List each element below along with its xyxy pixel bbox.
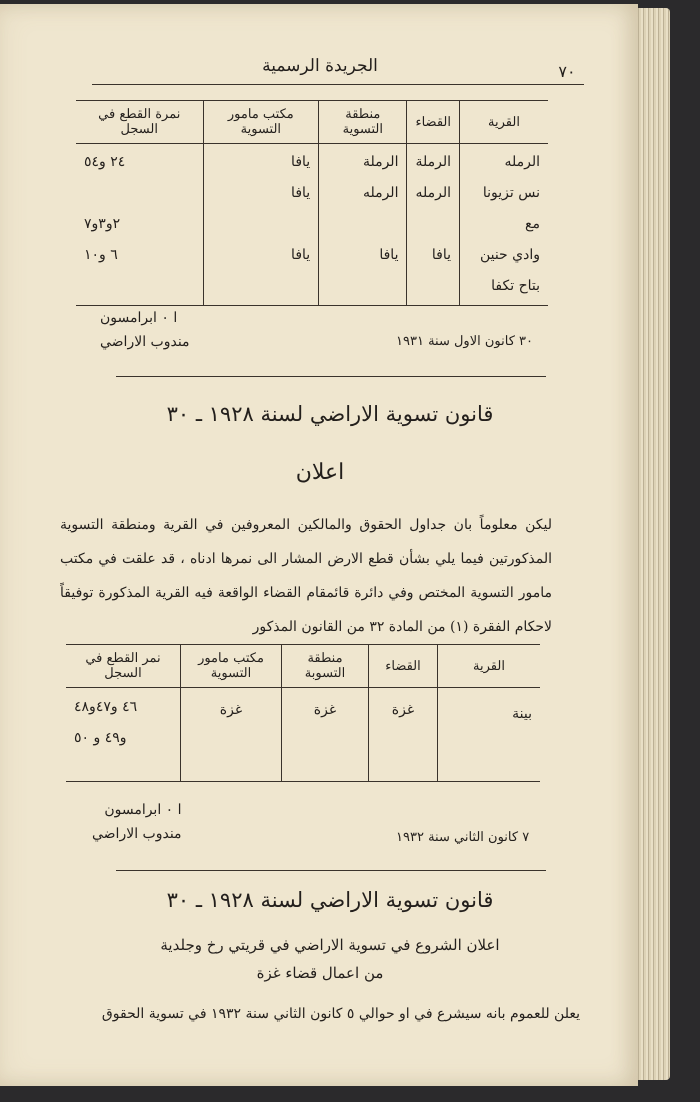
village-cell: بينة (438, 688, 541, 782)
signatory-name: ا ٠ ابرامسون (100, 310, 178, 326)
col-office: مكتب مامور التسوية (203, 101, 319, 144)
notice-paragraph: ليكن معلوماً بان جداول الحقوق والمالكين المعروفين في القرية ومنطقة التسوية المذكورتين فيما يلي بشأن قطع الارض المشار الى نمرها ادناه ، قد علقت في مكتب مامور التسوية المختص وفي دائرة قائمقام القضاء الواقعة فيه القرية المذكورة توفيقاً لاحكام الفقرة (١) من المادة ٣٢ من القانون المذكور (60, 517, 552, 635)
village-cell: الرمله نس تزيونا مع وادي حنين بتاح تكفا (460, 144, 549, 306)
signatory-role: مندوب الاراضي (92, 826, 182, 842)
page-number: ٧٠ (558, 62, 576, 81)
signature-block-1 (100, 306, 190, 354)
office-cell: غزة (181, 688, 282, 782)
parcels-cell: ٤٦ و٤٧و٤٨ و٤٩ و ٥٠ (66, 688, 181, 782)
col-parcels: نمر القطع في السجل (66, 645, 181, 688)
document-page (0, 4, 638, 1086)
settlement-area-cell: الرملة الرمله يافا (319, 144, 407, 306)
col-district: القضاء (407, 101, 460, 144)
signatory-role: مندوب الاراضي (100, 334, 190, 350)
table-row (66, 688, 540, 782)
col-office: مكتب مامور التسوية (181, 645, 282, 688)
section-rule (116, 870, 546, 871)
gazette-title: الجريدة الرسمية (262, 56, 378, 76)
col-parcels: نمرة القطع في السجل (76, 101, 203, 144)
notice-date-2: ٧ كانون الثاني سنة ١٩٣٢ (396, 830, 530, 845)
notice-body-start: يعلن للعموم بانه سيشرع في او حوالي ٥ كانون الثاني سنة ١٩٣٢ في تسوية الحقوق (101, 1006, 580, 1022)
law-heading: قانون تسوية الاراضي لسنة ١٩٢٨ ـ ٣٠ (166, 402, 494, 426)
district-cell: غزة (369, 688, 438, 782)
table-header-row (66, 645, 540, 688)
col-settlement-area: منطقة التسوية (319, 101, 407, 144)
law-heading-2: قانون تسوية الاراضي لسنة ١٩٢٨ ـ ٣٠ (166, 888, 494, 912)
notice-subtitle-1: اعلان الشروع في تسوية الاراضي في قريتي رخ وجلدية (160, 936, 500, 954)
header-rule (92, 84, 584, 85)
parcels-table-2 (66, 644, 540, 782)
col-village: القرية (460, 101, 549, 144)
table-header-row (76, 101, 548, 144)
district-cell: الرملة الرمله يافا (407, 144, 460, 306)
settlement-area-cell: غزة (282, 688, 369, 782)
office-cell: يافا يافا يافا (203, 144, 319, 306)
col-district: القضاء (369, 645, 438, 688)
parcels-cell: ٢٤ و٥٤ ٢و٣و٧ ٦ و١٠ (76, 144, 203, 306)
signatory-name: ا ٠ ابرامسون (104, 802, 182, 818)
col-settlement-area: منطقة التسوبة (282, 645, 369, 688)
notice-date-1: ٣٠ كانون الاول سنة ١٩٣١ (396, 334, 534, 349)
notice-subtitle-2: من اعمال قضاء غزة (256, 964, 384, 982)
signature-block-2 (92, 798, 182, 846)
notice-heading: اعلان (295, 460, 345, 485)
col-village: القرية (438, 645, 541, 688)
parcels-table-1 (76, 100, 548, 306)
table-row (76, 144, 548, 306)
section-rule (116, 376, 546, 377)
